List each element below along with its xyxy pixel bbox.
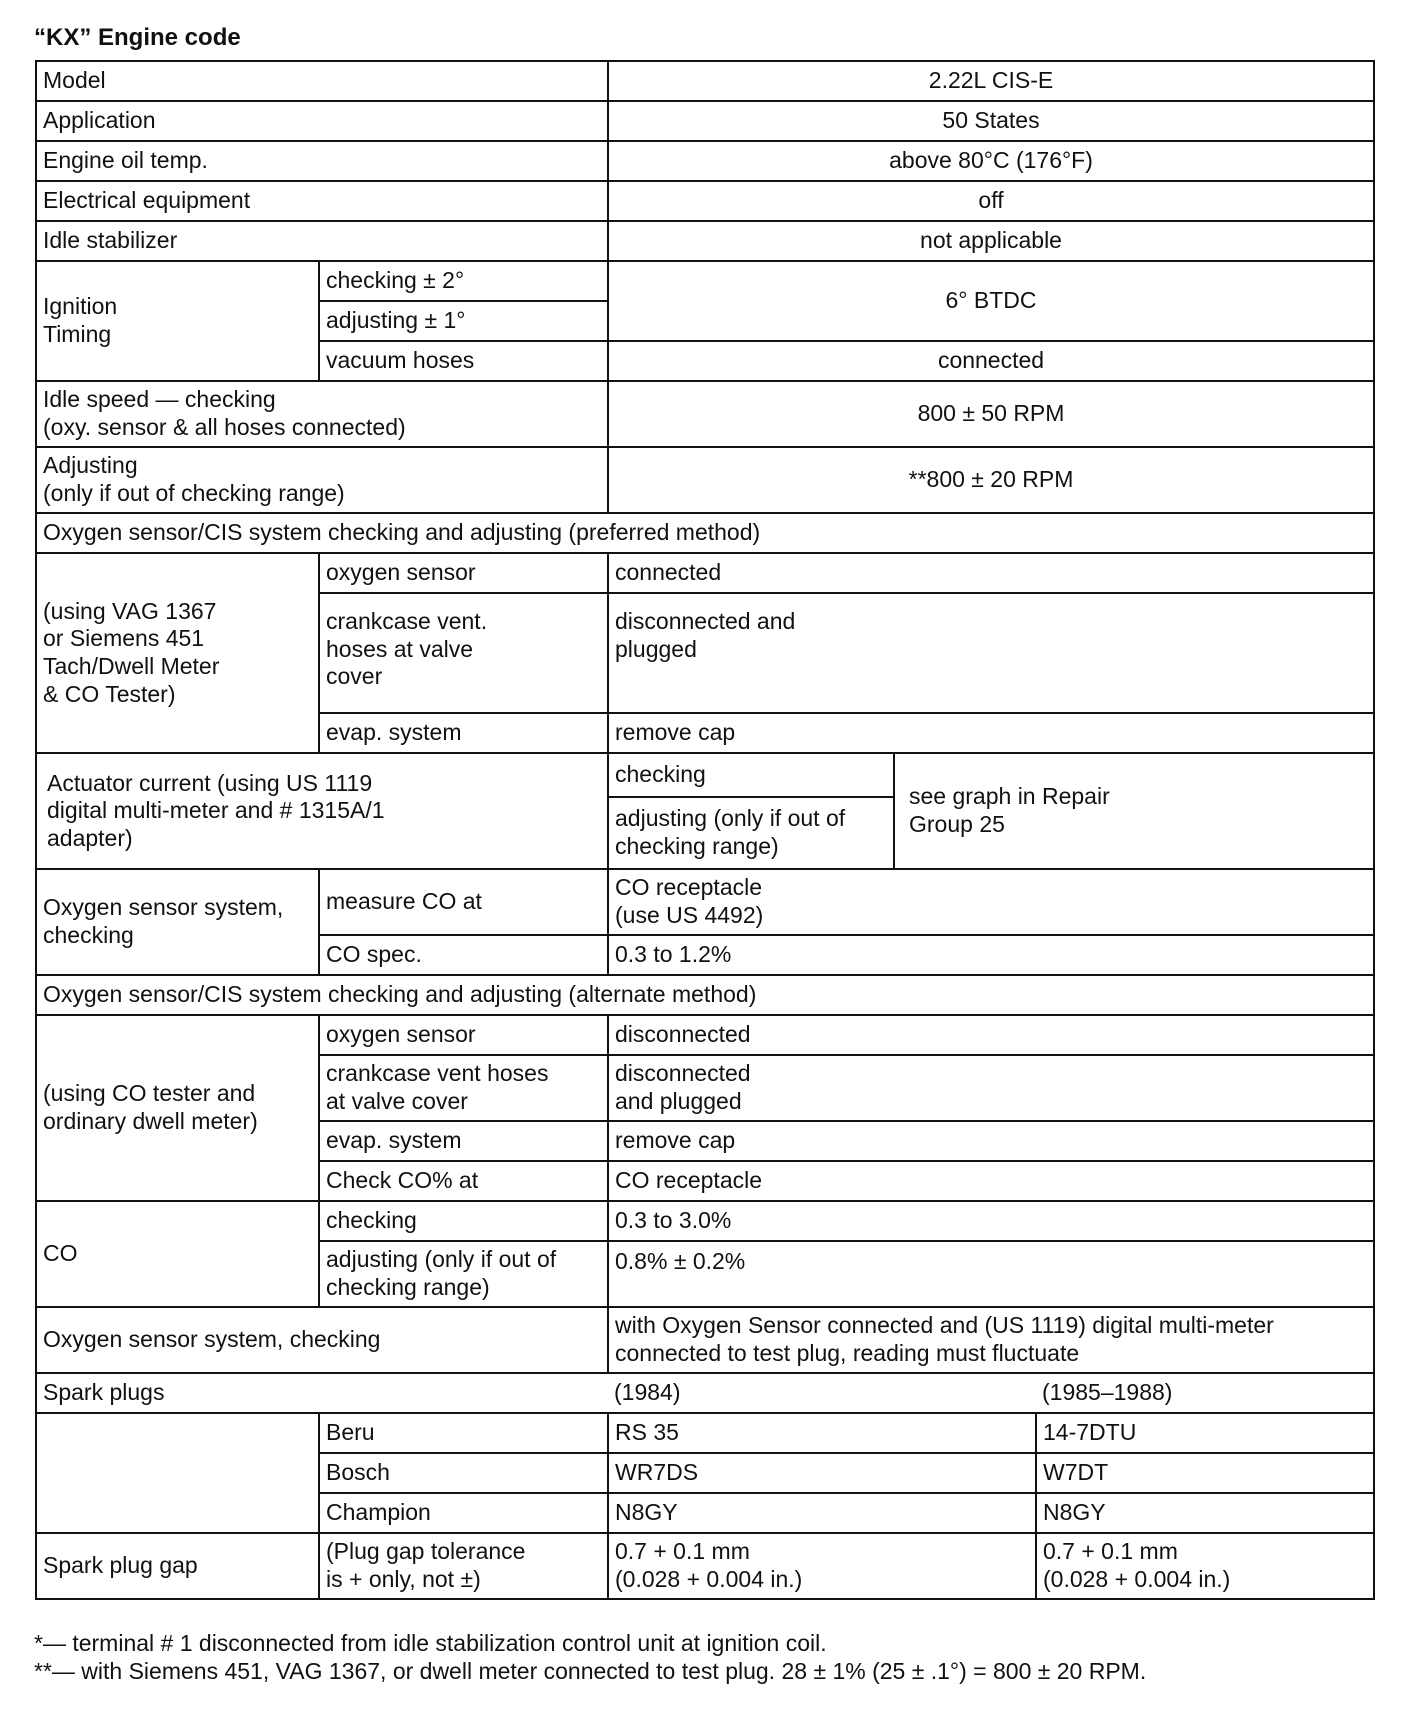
table-row — [36, 1413, 1374, 1453]
ignition-value: 6° BTDC — [608, 261, 1374, 341]
page-title: “KX” Engine code — [34, 24, 241, 51]
electrical-value: off — [608, 181, 1374, 221]
alternate-method-header: Oxygen sensor/CIS system checking and adjusting (alternate method) — [36, 975, 1374, 1015]
spark-1985-value: N8GY — [1036, 1493, 1374, 1533]
table-row — [36, 753, 1374, 797]
spark-gap-note: (Plug gap tolerance is + only, not ±) — [319, 1533, 608, 1599]
preferred-value: connected — [608, 553, 1374, 593]
actuator-label: Actuator current (using US 1119 digital multi-meter and # 1315A/1 adapter) — [36, 753, 608, 869]
footnote-1: *— terminal # 1 disconnected from idle stabilization control unit at ignition coil. — [34, 1630, 827, 1656]
spark-year-1984: (1984) — [608, 1373, 1036, 1413]
table-row — [36, 553, 1374, 593]
table-row — [36, 447, 1374, 513]
spark-1984-value: N8GY — [608, 1493, 1036, 1533]
alternate-param: evap. system — [319, 1121, 608, 1161]
spark-plugs-label: Spark plugs — [36, 1373, 608, 1413]
oil-temp-label: Engine oil temp. — [36, 141, 608, 181]
ignition-checking: checking ± 2° — [319, 261, 608, 301]
spark-brand-group — [36, 1413, 319, 1533]
electrical-label: Electrical equipment — [36, 181, 608, 221]
table-row — [36, 513, 1374, 553]
spark-1984-value: RS 35 — [608, 1413, 1036, 1453]
application-value: 50 States — [608, 101, 1374, 141]
alternate-param: oxygen sensor — [319, 1015, 608, 1055]
alternate-value: disconnected and plugged — [608, 1055, 1374, 1121]
adjusting-value: **800 ± 20 RPM — [608, 447, 1374, 513]
spark-gap-1984: 0.7 + 0.1 mm (0.028 + 0.004 in.) — [608, 1533, 1036, 1599]
co-checking-value: 0.3 to 3.0% — [608, 1201, 1374, 1241]
spark-gap-label: Spark plug gap — [36, 1533, 319, 1599]
actuator-value: see graph in Repair Group 25 — [894, 753, 1374, 869]
table-row — [36, 141, 1374, 181]
idle-speed-value: 800 ± 50 RPM — [608, 381, 1374, 447]
preferred-param: oxygen sensor — [319, 553, 608, 593]
idle-speed-label: Idle speed — checking (oxy. sensor & all hoses connected) — [36, 381, 608, 447]
preferred-param: crankcase vent. hoses at valve cover — [319, 593, 608, 713]
table-row — [36, 975, 1374, 1015]
model-value: 2.22L CIS-E — [608, 61, 1374, 101]
table-row — [36, 261, 1374, 301]
co-spec-value: 0.3 to 1.2% — [608, 935, 1374, 975]
table-row — [36, 181, 1374, 221]
idle-stabilizer-label: Idle stabilizer — [36, 221, 608, 261]
adjusting-label: Adjusting (only if out of checking range) — [36, 447, 608, 513]
oxy-measure-label: measure CO at — [319, 869, 608, 935]
alternate-value: disconnected — [608, 1015, 1374, 1055]
co-adjusting: adjusting (only if out of checking range) — [319, 1241, 608, 1307]
actuator-checking: checking — [608, 753, 894, 797]
ignition-adjusting: adjusting ± 1° — [319, 301, 608, 341]
table-row — [36, 1201, 1374, 1241]
footnote-2: **— with Siemens 451, VAG 1367, or dwell meter connected to test plug. 28 ± 1% (25 ± .1°) = 800 ± 20 RPM. — [34, 1658, 1147, 1684]
spark-1985-value: 14-7DTU — [1036, 1413, 1374, 1453]
oxy-check-label: Oxygen sensor system, checking — [36, 869, 319, 975]
table-row — [36, 101, 1374, 141]
table-row — [36, 1307, 1374, 1373]
actuator-adjusting: adjusting (only if out of checking range) — [608, 797, 894, 869]
table-row — [36, 869, 1374, 935]
spark-brand: Beru — [319, 1413, 608, 1453]
preferred-param: evap. system — [319, 713, 608, 753]
spark-brand: Bosch — [319, 1453, 608, 1493]
table-row — [36, 1373, 1374, 1413]
alternate-value: remove cap — [608, 1121, 1374, 1161]
table-row — [36, 381, 1374, 447]
alternate-param: crankcase vent hoses at valve cover — [319, 1055, 608, 1121]
oxy-measure-value: CO receptacle (use US 4492) — [608, 869, 1374, 935]
spark-gap-1985: 0.7 + 0.1 mm (0.028 + 0.004 in.) — [1036, 1533, 1374, 1599]
table-row — [36, 61, 1374, 101]
alternate-group-label: (using CO tester and ordinary dwell meter) — [36, 1015, 319, 1201]
idle-stabilizer-value: not applicable — [608, 221, 1374, 261]
preferred-value: remove cap — [608, 713, 1374, 753]
spark-1984-value: WR7DS — [608, 1453, 1036, 1493]
alternate-param: Check CO% at — [319, 1161, 608, 1201]
ignition-vacuum-value: connected — [608, 341, 1374, 381]
co-label: CO — [36, 1201, 319, 1307]
model-label: Model — [36, 61, 608, 101]
alternate-value: CO receptacle — [608, 1161, 1374, 1201]
oil-temp-value: above 80°C (176°F) — [608, 141, 1374, 181]
co-adjusting-value: 0.8% ± 0.2% — [608, 1241, 1374, 1307]
engine-spec-table — [35, 60, 1375, 1600]
spark-year-1985: (1985–1988) — [1036, 1373, 1374, 1413]
preferred-value: disconnected and plugged — [608, 593, 1374, 713]
preferred-method-header: Oxygen sensor/CIS system checking and adjusting (preferred method) — [36, 513, 1374, 553]
table-row — [36, 1015, 1374, 1055]
application-label: Application — [36, 101, 608, 141]
ignition-vacuum: vacuum hoses — [319, 341, 608, 381]
preferred-group-label: (using VAG 1367 or Siemens 451 Tach/Dwell Meter & CO Tester) — [36, 553, 319, 753]
oxy-check2-value: with Oxygen Sensor connected and (US 1119) digital multi-meter connected to test plug, reading must fluctuate — [608, 1307, 1374, 1373]
co-spec-label: CO spec. — [319, 935, 608, 975]
ignition-label: Ignition Timing — [36, 261, 319, 381]
table-row — [36, 221, 1374, 261]
table-row — [36, 1533, 1374, 1599]
spark-brand: Champion — [319, 1493, 608, 1533]
co-checking: checking — [319, 1201, 608, 1241]
spark-1985-value: W7DT — [1036, 1453, 1374, 1493]
oxy-check2-label: Oxygen sensor system, checking — [36, 1307, 608, 1373]
